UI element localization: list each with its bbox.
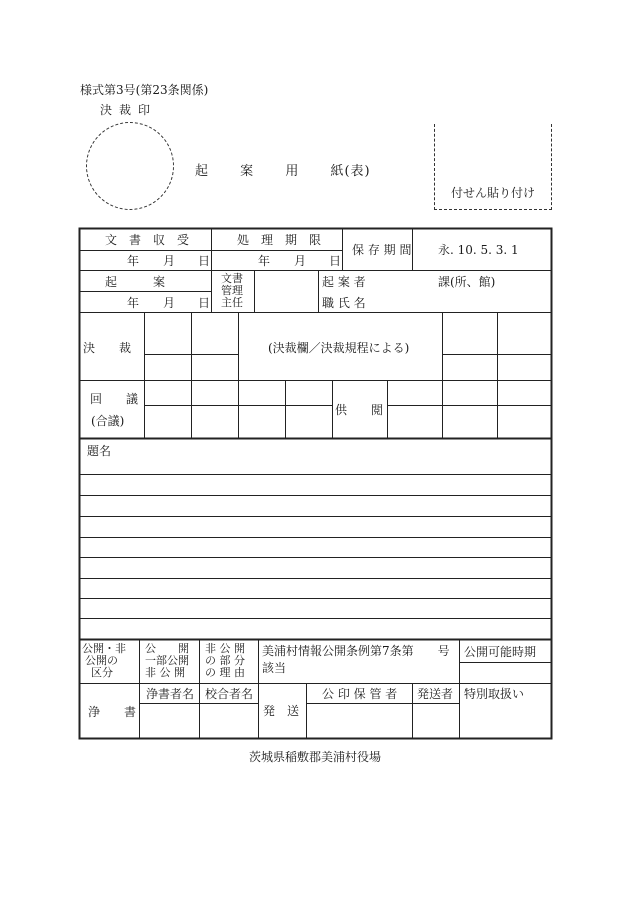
form-code: 様式第3号(第23条関係) bbox=[80, 83, 209, 97]
seal-keeper-label: 公 印 保 管 者 bbox=[322, 687, 398, 701]
disclosure-option: 非 公 開 bbox=[145, 666, 185, 679]
ordinance-text: 美浦村情報公開条例第7条第 号 bbox=[262, 644, 450, 658]
title-name-label: 職 氏 名 bbox=[322, 296, 366, 310]
special-handling-label: 特別取扱い bbox=[464, 687, 525, 701]
draft-date-day: 日 bbox=[198, 296, 211, 310]
draft-date-year: 年 bbox=[127, 296, 140, 310]
title-char: 案 bbox=[240, 164, 255, 179]
deadline-date-day: 日 bbox=[329, 254, 342, 268]
retention-value: 永. 10. 5. 3. 1 bbox=[438, 243, 519, 257]
disclosure-option: 公 開 bbox=[145, 642, 189, 655]
title-char: 紙(表) bbox=[330, 164, 371, 179]
section-label: 課(所、館) bbox=[438, 275, 496, 289]
deadline-date-month: 月 bbox=[294, 254, 307, 268]
disclosure-category-label: 公開・非 bbox=[82, 642, 126, 655]
draft-date-month: 月 bbox=[163, 296, 176, 310]
fair-copy-label: 浄 書 bbox=[88, 705, 137, 719]
retention-label: 保 存 期 間 bbox=[352, 243, 412, 257]
kyoran-label: 供 閲 bbox=[335, 403, 384, 417]
circulation-label: (合議) bbox=[91, 414, 125, 428]
disclosure-category-label: 公開の bbox=[85, 654, 118, 667]
office-name: 茨城県稲敷郡美浦村役場 bbox=[248, 750, 381, 764]
disclosure-category-label: 区分 bbox=[91, 666, 113, 679]
circulation-label: 回 議 bbox=[90, 392, 139, 406]
approval-note: (決裁欄／決裁規程による) bbox=[268, 341, 410, 355]
title-char: 起 bbox=[195, 164, 210, 179]
applicable-label: 該当 bbox=[262, 661, 287, 675]
doc-manager-label: 管理 bbox=[221, 284, 243, 297]
deadline-date-year: 年 bbox=[258, 254, 271, 268]
stamp-label: 決裁印 bbox=[100, 103, 158, 117]
disclosure-option: 一部公開 bbox=[145, 654, 189, 667]
subject-label: 題名 bbox=[87, 444, 112, 458]
sender-label: 発送者 bbox=[417, 687, 454, 701]
doc-manager-label: 主任 bbox=[221, 296, 243, 309]
dispatch-label: 発 送 bbox=[263, 704, 300, 718]
doc-manager-label: 文書 bbox=[221, 272, 243, 285]
receipt-date-day: 日 bbox=[198, 254, 211, 268]
sticky-note-label: 付せん貼り付け bbox=[450, 186, 535, 200]
nondisclosure-reason-label: の 理 由 bbox=[205, 666, 245, 679]
disclosure-period-label: 公開可能時期 bbox=[464, 645, 537, 659]
copyist-label: 浄書者名 bbox=[146, 687, 195, 701]
receipt-date-year: 年 bbox=[127, 254, 140, 268]
drafter-label: 起 案 者 bbox=[322, 275, 366, 289]
nondisclosure-reason-label: 非 公 開 bbox=[205, 642, 245, 655]
checker-label: 校合者名 bbox=[205, 687, 254, 701]
receipt-label: 文 書 収 受 bbox=[105, 233, 190, 247]
deadline-label: 処 理 期 限 bbox=[237, 233, 322, 247]
title-char: 用 bbox=[285, 164, 300, 179]
receipt-date-month: 月 bbox=[163, 254, 176, 268]
nondisclosure-reason-label: の 部 分 bbox=[205, 654, 245, 667]
approval-label: 決 裁 bbox=[83, 341, 132, 355]
draft-label: 起 案 bbox=[105, 275, 166, 289]
